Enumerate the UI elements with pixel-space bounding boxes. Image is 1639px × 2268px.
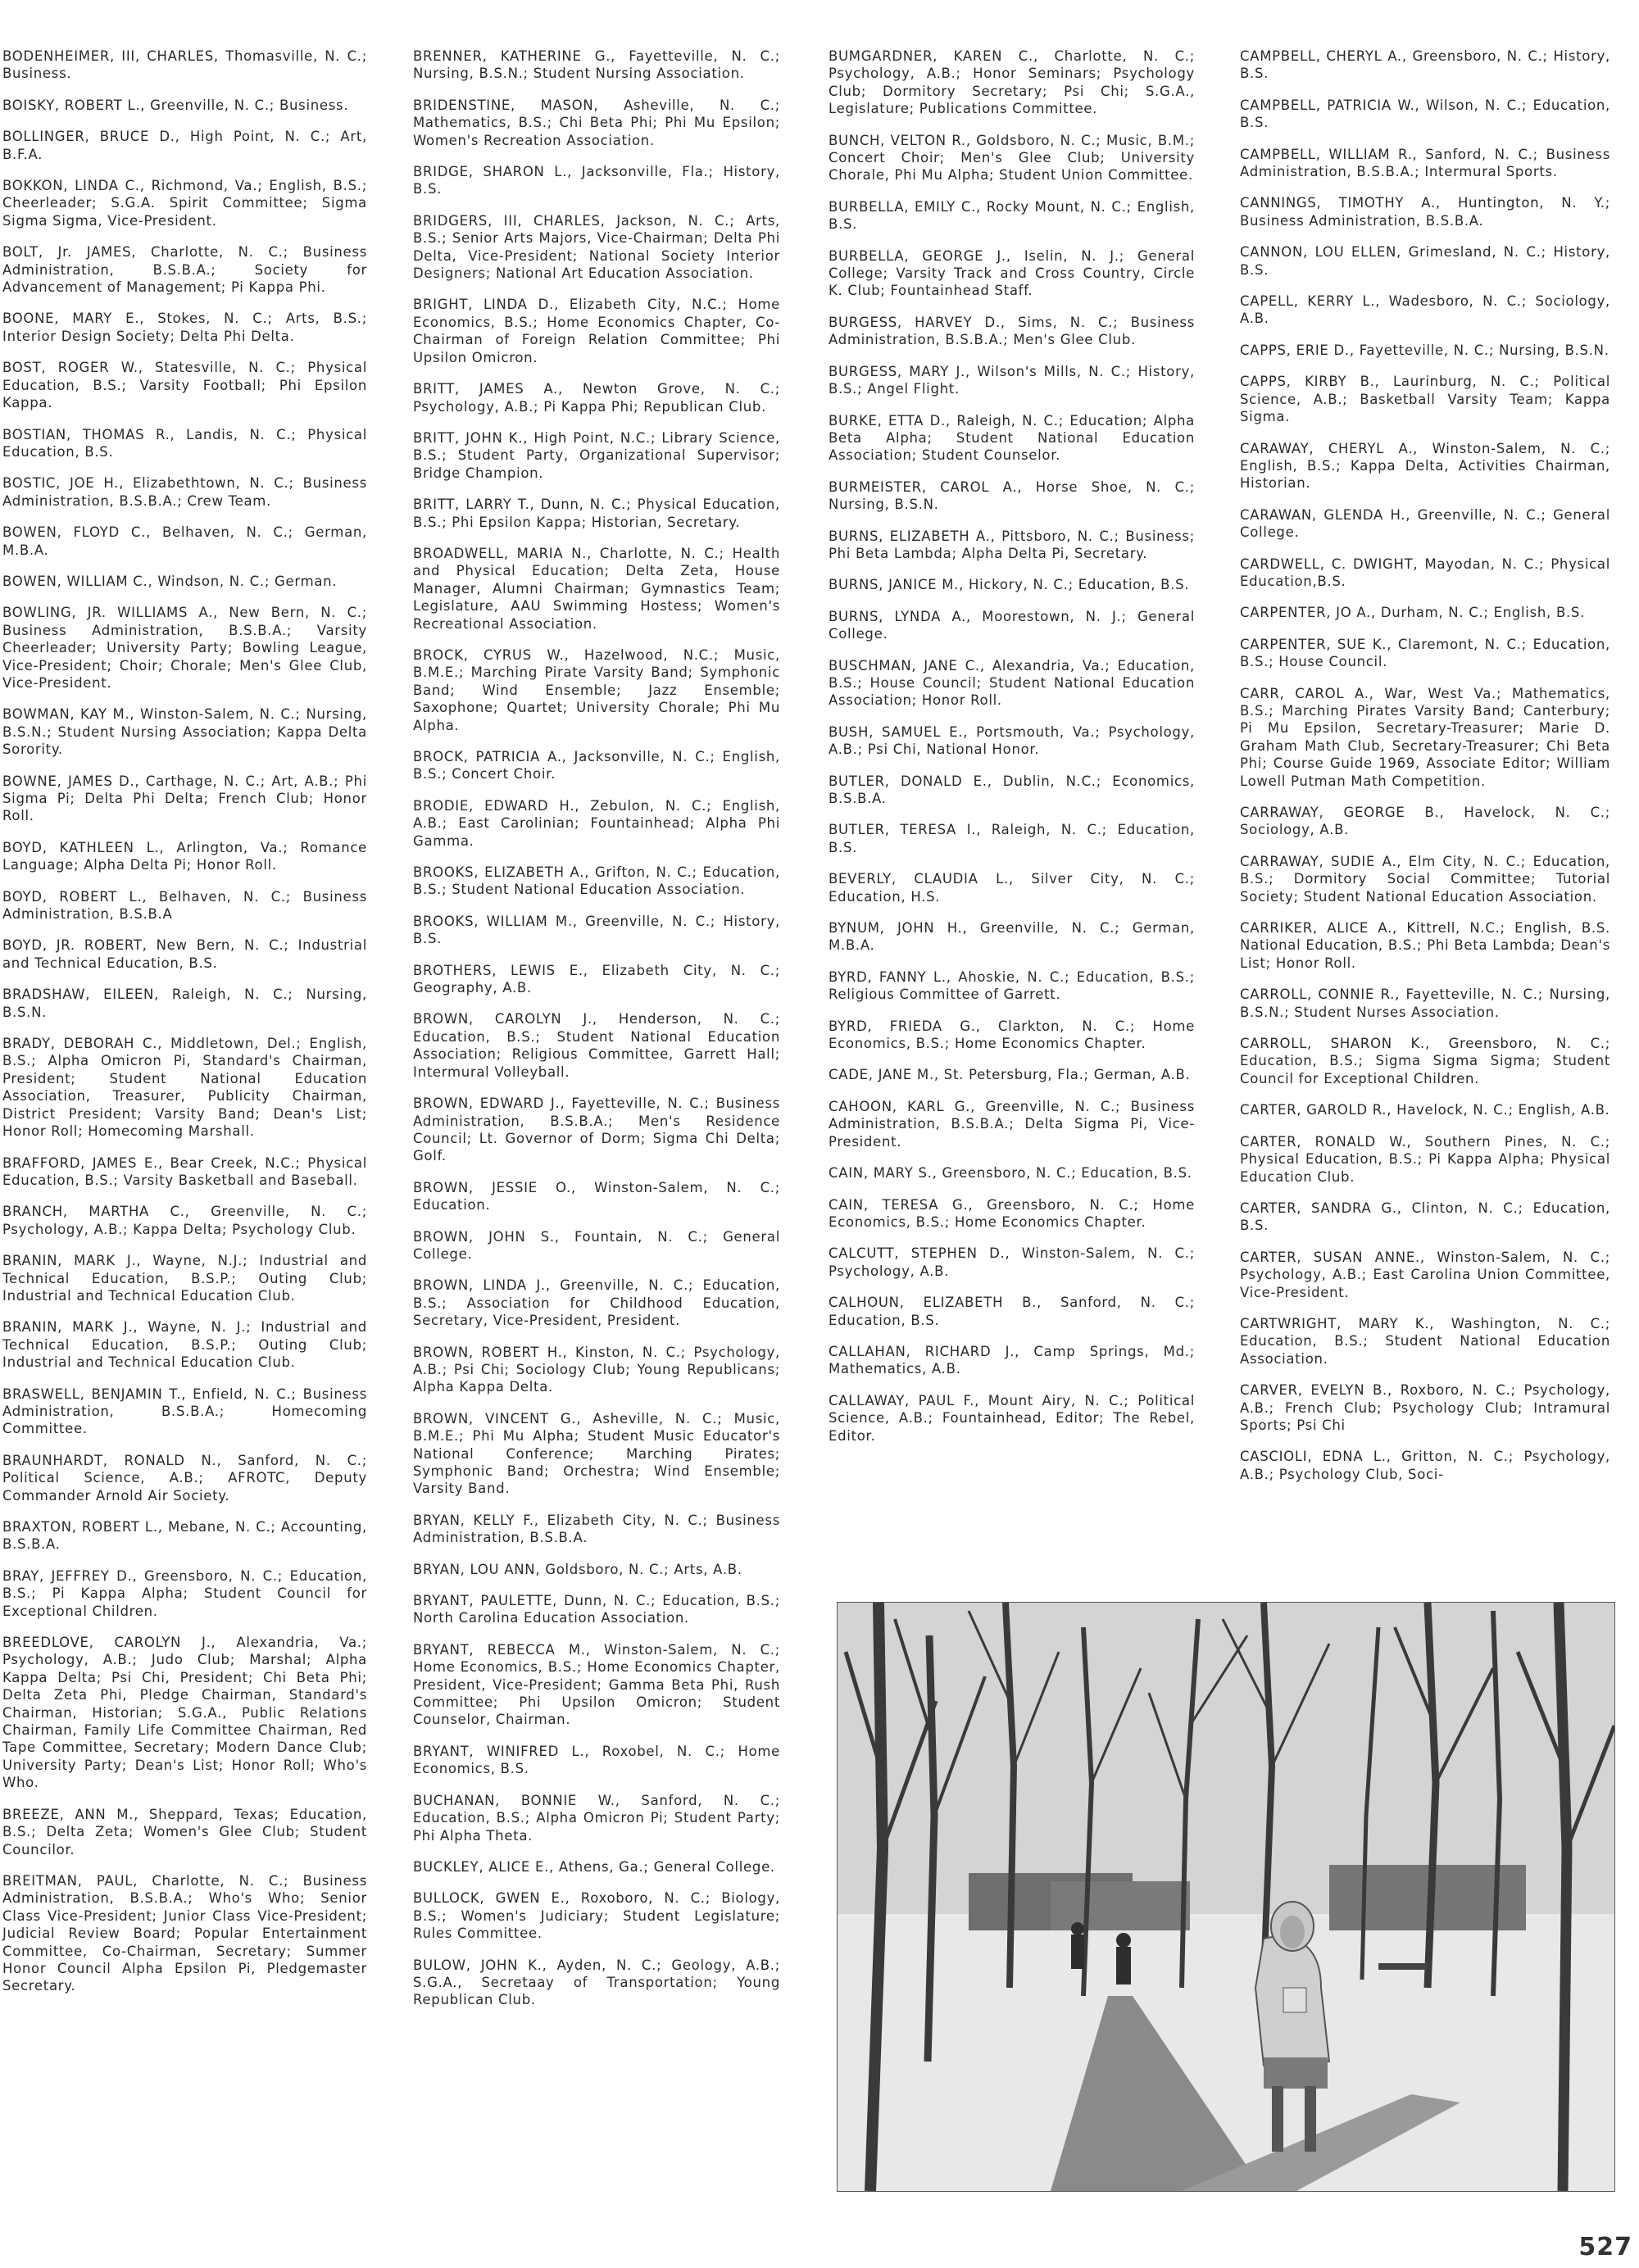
- directory-entry: BURNS, JANICE M., Hickory, N. C.; Education, B.S.: [829, 577, 1190, 593]
- directory-entry: BUMGARDNER, KAREN C., Charlotte, N. C.; Psychology, A.B.; Honor Seminars; Psychology Club; Dormitory Secretary; Psi Chi; S.G.A., Legislature; Publications Committee.: [829, 48, 1195, 117]
- directory-entry: BRITT, JAMES A., Newton Grove, N. C.; Psychology, A.B.; Pi Kappa Phi; Republican Club.: [413, 381, 780, 415]
- directory-entry: BURNS, ELIZABETH A., Pittsboro, N. C.; Business; Phi Beta Lambda; Alpha Delta Pi, Secretary.: [829, 528, 1195, 561]
- directory-entry: BROWN, JESSIE O., Winston-Salem, N. C.; Education.: [413, 1179, 780, 1213]
- directory-entry: BRIDENSTINE, MASON, Asheville, N. C.; Mathematics, B.S.; Chi Beta Phi; Phi Mu Epsilon; Women's Recreation Association.: [413, 97, 780, 148]
- directory-entry: CARTWRIGHT, MARY K., Washington, N. C.; Education, B.S.; Student National Education Association.: [1240, 1315, 1610, 1367]
- directory-entry: CARROLL, CONNIE R., Fayetteville, N. C.; Nursing, B.S.N.; Student Nurses Association.: [1240, 987, 1610, 1020]
- directory-entry: CARRAWAY, SUDIE A., Elm City, N. C.; Education, B.S.; Dormitory Social Committee; Tutorial Society; Student National Education Association.: [1240, 853, 1610, 905]
- directory-entry: BURGESS, HARVEY D., Sims, N. C.; Business Administration, B.S.B.A.; Men's Glee Club.: [829, 314, 1195, 348]
- directory-entry: BRITT, LARRY T., Dunn, N. C.; Physical Education, B.S.; Phi Epsilon Kappa; Historian, Secretary.: [413, 497, 780, 530]
- directory-entry: BOSTIC, JOE H., Elizabethtown, N. C.; Business Administration, B.S.B.A.; Crew Team.: [2, 475, 367, 509]
- photo-building: [1051, 1881, 1190, 1930]
- directory-entry: CAHOON, KARL G., Greenville, N. C.; Business Administration, B.S.B.A.; Delta Sigma Pi, Vice-President.: [829, 1098, 1195, 1150]
- directory-entry: BRENNER, KATHERINE G., Fayetteville, N. C.; Nursing, B.S.N.; Student Nursing Association.: [413, 48, 780, 82]
- directory-entry: BRIDGE, SHARON L., Jacksonville, Fla.; History, B.S.: [413, 164, 780, 197]
- directory-entry: BUCKLEY, ALICE E., Athens, Ga.; General College.: [413, 1858, 775, 1875]
- directory-entry: BRANIN, MARK J., Wayne, N. J.; Industrial and Technical Education, B.S.P.; Outing Club; Industrial and Technical Education Club.: [2, 1319, 367, 1371]
- directory-entry: BRADY, DEBORAH C., Middletown, Del.; English, B.S.; Alpha Omicron Pi, Standard's Chairman, President; Student National Education Association, Treasurer, Publicity Chairman, District President; Varsity Band; Dean's List; Honor Roll; Homecoming Marshall.: [2, 1036, 367, 1140]
- directory-entry: CARPENTER, SUE K., Claremont, N. C.; Education, B.S.; House Council.: [1240, 636, 1610, 670]
- directory-entry: CARVER, EVELYN B., Roxboro, N. C.; Psychology, A.B.; French Club; Psychology Club; Intramural Sports; Psi Chi: [1240, 1382, 1610, 1433]
- directory-entry: BROCK, PATRICIA A., Jacksonville, N. C.; English, B.S.; Concert Choir.: [413, 749, 780, 782]
- directory-entry: CALLAWAY, PAUL F., Mount Airy, N. C.; Political Science, A.B.; Fountainhead, Editor; The Rebel, Editor.: [829, 1392, 1195, 1444]
- directory-entry: BOYD, ROBERT L., Belhaven, N. C.; Business Administration, B.S.B.A: [2, 888, 367, 923]
- directory-entry: CAPPS, ERIE D., Fayetteville, N. C.; Nursing, B.S.N.: [1240, 342, 1609, 358]
- directory-entry: BYNUM, JOHN H., Greenville, N. C.; German, M.B.A.: [829, 920, 1195, 954]
- directory-entry: BYRD, FANNY L., Ahoskie, N. C.; Education, B.S.; Religious Committee of Garrett.: [829, 968, 1195, 1003]
- directory-entry: BRYAN, KELLY F., Elizabeth City, N. C.; Business Administration, B.S.B.A.: [413, 1512, 780, 1546]
- directory-entry: CAMPBELL, CHERYL A., Greensboro, N. C.; History, B.S.: [1240, 48, 1610, 82]
- directory-entry: CAIN, TERESA G., Greensboro, N. C.; Home Economics, B.S.; Home Economics Chapter.: [829, 1196, 1195, 1230]
- directory-entry: CASCIOLI, EDNA L., Gritton, N. C.; Psychology, A.B.; Psychology Club, Soci-: [1240, 1449, 1610, 1482]
- directory-entry: CARTER, SUSAN ANNE., Winston-Salem, N. C.; Psychology, A.B.; East Carolina Union Committee, Vice-President.: [1240, 1249, 1610, 1300]
- directory-entry: CALCUTT, STEPHEN D., Winston-Salem, N. C.; Psychology, A.B.: [829, 1245, 1195, 1279]
- directory-entry: BROWN, CAROLYN J., Henderson, N. C.; Education, B.S.; Student National Education Association; Religious Committee, Garrett Hall; Intermural Volleyball.: [413, 1011, 780, 1080]
- directory-entry: BREEZE, ANN M., Sheppard, Texas; Education, B.S.; Delta Zeta; Women's Glee Club; Student Councilor.: [2, 1806, 367, 1857]
- directory-entry: BEVERLY, CLAUDIA L., Silver City, N. C.; Education, H.S.: [829, 871, 1195, 905]
- directory-entry: BRANCH, MARTHA C., Greenville, N. C.; Psychology, A.B.; Kappa Delta; Psychology Club.: [2, 1204, 367, 1237]
- directory-entry: BRAUNHARDT, RONALD N., Sanford, N. C.; Political Science, A.B.; AFROTC, Deputy Commander Arnold Air Society.: [2, 1452, 367, 1504]
- directory-entry: CALLAHAN, RICHARD J., Camp Springs, Md.; Mathematics, A.B.: [829, 1343, 1195, 1377]
- directory-entry: CARROLL, SHARON K., Greensboro, N. C.; Education, B.S.; Sigma Sigma Sigma; Student Council for Exceptional Children.: [1240, 1036, 1610, 1086]
- directory-entry: BULOW, JOHN K., Ayden, N. C.; Geology, A.B.; S.G.A., Secretaay of Transportation; Young Republican Club.: [413, 1957, 780, 2008]
- directory-entry: BODENHEIMER, III, CHARLES, Thomasville, N. C.; Business.: [2, 48, 367, 82]
- directory-entry: CARRAWAY, GEORGE B., Havelock, N. C.; Sociology, A.B.: [1240, 805, 1610, 838]
- directory-entry: BROOKS, WILLIAM M., Greenville, N. C.; History, B.S.: [413, 913, 780, 947]
- directory-entry: CARTER, SANDRA G., Clinton, N. C.; Education, B.S.: [1240, 1200, 1610, 1234]
- directory-entry: BOWLING, JR. WILLIAMS A., New Bern, N. C.; Business Administration, B.S.B.A.; Varsity Cheerleader; University Party; Bowling League, Vice-President; Choir; Chorale; Men's Glee Club, Vice-President.: [2, 605, 367, 691]
- directory-entry: BREEDLOVE, CAROLYN J., Alexandria, Va.; Psychology, A.B.; Judo Club; Marshal; Alpha Kappa Delta; Psi Chi, President; Chi Beta Phi; Delta Zeta Phi, Pledge Chairman, Standard's Chairman, Historian; S.G.A., Public Relations Chairman, Family Life Committee Chairman, Red Tape Committee, Secretary; Modern Dance Club; University Party; Dean's List; Honor Roll; Who's Who.: [2, 1635, 367, 1791]
- directory-entry: BRAXTON, ROBERT L., Mebane, N. C.; Accounting, B.S.B.A.: [2, 1519, 367, 1553]
- directory-column-1: [2, 48, 367, 1995]
- directory-entry: BRYANT, REBECCA M., Winston-Salem, N. C.; Home Economics, B.S.; Home Economics Chapter, President, Vice-President; Gamma Beta Phi, Rush Committee; Phi Upsilon Omicron; Student Counselor, Chairman.: [413, 1641, 780, 1728]
- directory-entry: BURKE, ETTA D., Raleigh, N. C.; Education; Alpha Beta Alpha; Student National Education Association; Student Counselor.: [829, 412, 1195, 464]
- directory-entry: BOWMAN, KAY M., Winston-Salem, N. C.; Nursing, B.S.N.; Student Nursing Association; Kappa Delta Sorority.: [2, 706, 367, 758]
- directory-entry: BOISKY, ROBERT L., Greenville, N. C.; Business.: [2, 97, 349, 113]
- directory-entry: CARAWAN, GLENDA H., Greenville, N. C.; General College.: [1240, 506, 1610, 541]
- directory-entry: CADE, JANE M., St. Petersburg, Fla.; German, A.B.: [829, 1067, 1191, 1083]
- directory-entry: BROADWELL, MARIA N., Charlotte, N. C.; Health and Physical Education; Delta Zeta, House Manager, Alumni Chairman; Gymnastics Team; Legislature, AAU Swimming Hostess; Women's Recreational Association.: [413, 545, 780, 632]
- directory-entry: CAPPS, KIRBY B., Laurinburg, N. C.; Political Science, A.B.; Basketball Varsity Team; Kappa Sigma.: [1240, 374, 1610, 425]
- directory-entry: BRAFFORD, JAMES E., Bear Creek, N.C.; Physical Education, B.S.; Varsity Basketball and Baseball.: [2, 1154, 367, 1188]
- directory-column-3: [829, 48, 1195, 1445]
- directory-entry: BURBELLA, EMILY C., Rocky Mount, N. C.; English, B.S.: [829, 198, 1195, 233]
- directory-entry: BRYANT, PAULETTE, Dunn, N. C.; Education, B.S.; North Carolina Education Association.: [413, 1593, 780, 1626]
- directory-entry: BRANIN, MARK J., Wayne, N.J.; Industrial and Technical Education, B.S.P.; Outing Club; Industrial and Technical Education Club.: [2, 1253, 367, 1304]
- directory-entry: BUSCHMAN, JANE C., Alexandria, Va.; Education, B.S.; House Council; Student National Education Association; Honor Roll.: [829, 657, 1195, 709]
- directory-entry: CAMPBELL, WILLIAM R., Sanford, N. C.; Business Administration, B.S.B.A.; Intermural Sports.: [1240, 146, 1610, 180]
- directory-entry: BOKKON, LINDA C., Richmond, Va.; English, B.S.; Cheerleader; S.G.A. Spirit Committee; Sigma Sigma Sigma, Vice-President.: [2, 178, 367, 229]
- campus-snow-photo: [837, 1602, 1615, 2192]
- directory-entry: BOLT, Jr. JAMES, Charlotte, N. C.; Business Administration, B.S.B.A.; Society for Advancement of Management; Pi Kappa Phi.: [2, 244, 367, 296]
- directory-entry: BOWEN, WILLIAM C., Windson, N. C.; German.: [2, 573, 338, 589]
- directory-entry: BUCHANAN, BONNIE W., Sanford, N. C.; Education, B.S.; Alpha Omicron Pi; Student Party; Phi Alpha Theta.: [413, 1792, 780, 1844]
- directory-column-4: [1240, 48, 1610, 1483]
- directory-entry: BOST, ROGER W., Statesville, N. C.; Physical Education, B.S.; Varsity Football; Phi Epsilon Kappa.: [2, 360, 367, 411]
- directory-entry: CALHOUN, ELIZABETH B., Sanford, N. C.; Education, B.S.: [829, 1295, 1195, 1328]
- directory-entry: BUTLER, TERESA I., Raleigh, N. C.; Education, B.S.: [829, 822, 1195, 855]
- directory-entry: BUNCH, VELTON R., Goldsboro, N. C.; Music, B.M.; Concert Choir; Men's Glee Club; University Chorale, Phi Mu Alpha; Student Union Committee.: [829, 132, 1195, 184]
- directory-entry: BRYANT, WINIFRED L., Roxobel, N. C.; Home Economics, B.S.: [413, 1743, 780, 1777]
- directory-entry: BROCK, CYRUS W., Hazelwood, N.C.; Music, B.M.E.; Marching Pirate Varsity Band; Symphonic Band; Wind Ensemble; Jazz Ensemble; Saxophone; Quartet; University Chorale; Phi Mu Alpha.: [413, 646, 780, 733]
- directory-entry: BULLOCK, GWEN E., Roxoboro, N. C.; Biology, B.S.; Women's Judiciary; Student Legislature; Rules Committee.: [413, 1890, 780, 1942]
- directory-entry: BURMEISTER, CAROL A., Horse Shoe, N. C.; Nursing, B.S.N.: [829, 479, 1195, 513]
- directory-entry: CARTER, RONALD W., Southern Pines, N. C.; Physical Education, B.S.; Pi Kappa Alpha; Physical Education Club.: [1240, 1133, 1610, 1185]
- directory-entry: CARTER, GAROLD R., Havelock, N. C.; English, A.B.: [1240, 1102, 1610, 1118]
- directory-entry: BROOKS, ELIZABETH A., Grifton, N. C.; Education, B.S.; Student National Education Association.: [413, 864, 780, 898]
- directory-entry: BOYD, JR. ROBERT, New Bern, N. C.; Industrial and Technical Education, B.S.: [2, 937, 367, 971]
- directory-entry: BRIGHT, LINDA D., Elizabeth City, N.C.; Home Economics, B.S.; Home Economics Chapter, Co-Chairman of Foreign Relation Committee; Phi Upsilon Omicron.: [413, 297, 780, 365]
- directory-entry: CAPELL, KERRY L., Wadesboro, N. C.; Sociology, A.B.: [1240, 293, 1610, 327]
- directory-entry: CANNINGS, TIMOTHY A., Huntington, N. Y.; Business Administration, B.S.B.A.: [1240, 195, 1610, 229]
- directory-entry: BREITMAN, PAUL, Charlotte, N. C.; Business Administration, B.S.B.A.; Who's Who; Senior Class Vice-President; Junior Class Vice-President; Judicial Review Board; Popular Entertainment Committee, Co-Chairman, Secretary; Summer Honor Council Alpha Epsilon Pi, Pledgemaster Secretary.: [2, 1872, 367, 1994]
- photo-bench: [1378, 1963, 1428, 1970]
- directory-entry: BRODIE, EDWARD H., Zebulon, N. C.; English, A.B.; East Carolinian; Fountainhead; Alpha Phi Gamma.: [413, 797, 780, 849]
- directory-entry: CARR, CAROL A., War, West Va.; Mathematics, B.S.; Marching Pirates Varsity Band; Canterbury; Pi Mu Epsilon, Secretary-Treasurer; Marie D. Graham Math Club, Secretary-Treasurer; Chi Beta Phi; Course Guide 1969, Associate Editor; William Lowell Putman Math Competition.: [1240, 685, 1610, 789]
- directory-entry: BROWN, ROBERT H., Kinston, N. C.; Psychology, A.B.; Psi Chi; Sociology Club; Young Republicans; Alpha Kappa Delta.: [413, 1344, 780, 1395]
- directory-entry: BROWN, JOHN S., Fountain, N. C.; General College.: [413, 1228, 780, 1262]
- directory-entry: BOYD, KATHLEEN L., Arlington, Va.; Romance Language; Alpha Delta Pi; Honor Roll.: [2, 839, 367, 873]
- directory-entry: BRASWELL, BENJAMIN T., Enfield, N. C.; Business Administration, B.S.B.A.; Homecoming Committee.: [2, 1386, 367, 1437]
- directory-entry: BUTLER, DONALD E., Dublin, N.C.; Economics, B.S.B.A.: [829, 773, 1195, 806]
- directory-entry: BOWEN, FLOYD C., Belhaven, N. C.; German, M.B.A.: [2, 524, 367, 558]
- directory-entry: BROTHERS, LEWIS E., Elizabeth City, N. C.; Geography, A.B.: [413, 962, 780, 996]
- directory-entry: BOLLINGER, BRUCE D., High Point, N. C.; Art, B.F.A.: [2, 129, 367, 162]
- directory-entry: CAMPBELL, PATRICIA W., Wilson, N. C.; Education, B.S.: [1240, 97, 1610, 131]
- directory-entry: BROWN, LINDA J., Greenville, N. C.; Education, B.S.; Association for Childhood Education, Secretary, Vice-President, President.: [413, 1277, 780, 1329]
- page-number: 527: [1578, 2233, 1632, 2261]
- directory-entry: CARRIKER, ALICE A., Kittrell, N.C.; English, B.S. National Education, B.S.; Phi Beta Lambda; Dean's List; Honor Roll.: [1240, 920, 1610, 971]
- directory-entry: BURGESS, MARY J., Wilson's Mills, N. C.; History, B.S.; Angel Flight.: [829, 363, 1195, 397]
- directory-entry: CARAWAY, CHERYL A., Winston-Salem, N. C.; English, B.S.; Kappa Delta, Activities Chairman, Historian.: [1240, 440, 1610, 492]
- directory-entry: BYRD, FRIEDA G., Clarkton, N. C.; Home Economics, B.S.; Home Economics Chapter.: [829, 1018, 1195, 1052]
- directory-entry: CARDWELL, C. DWIGHT, Mayodan, N. C.; Physical Education,B.S.: [1240, 556, 1610, 589]
- directory-entry: BRAY, JEFFREY D., Greensboro, N. C.; Education, B.S.; Pi Kappa Alpha; Student Council for Exceptional Children.: [2, 1567, 367, 1619]
- directory-entry: CAIN, MARY S., Greensboro, N. C.; Education, B.S.: [829, 1165, 1192, 1182]
- directory-entry: BOONE, MARY E., Stokes, N. C.; Arts, B.S.; Interior Design Society; Delta Phi Delta.: [2, 311, 367, 344]
- directory-entry: BRIDGERS, III, CHARLES, Jackson, N. C.; Arts, B.S.; Senior Arts Majors, Vice-Chairman; Delta Phi Delta, Vice-President; National Society Interior Designers; National Art Education Association.: [413, 212, 780, 282]
- directory-entry: BUSH, SAMUEL E., Portsmouth, Va.; Psychology, A.B.; Psi Chi, National Honor.: [829, 723, 1195, 758]
- directory-entry: BOWNE, JAMES D., Carthage, N. C.; Art, A.B.; Phi Sigma Pi; Delta Phi Delta; French Club; Honor Roll.: [2, 773, 367, 824]
- directory-entry: BRYAN, LOU ANN, Goldsboro, N. C.; Arts, A.B.: [413, 1561, 742, 1577]
- directory-entry: BURNS, LYNDA A., Moorestown, N. J.; General College.: [829, 608, 1195, 642]
- directory-entry: BRITT, JOHN K., High Point, N.C.; Library Science, B.S.; Student Party, Organizational Supervisor; Bridge Champion.: [413, 429, 780, 481]
- directory-entry: CARPENTER, JO A., Durham, N. C.; English, B.S.: [1240, 605, 1586, 621]
- directory-entry: BRADSHAW, EILEEN, Raleigh, N. C.; Nursing, B.S.N.: [2, 987, 367, 1020]
- directory-column-2: [413, 48, 780, 2009]
- directory-entry: BOSTIAN, THOMAS R., Landis, N. C.; Physical Education, B.S.: [2, 426, 367, 460]
- directory-entry: BURBELLA, GEORGE J., Iselin, N. J.; General College; Varsity Track and Cross Country, Circle K. Club; Fountainhead Staff.: [829, 247, 1195, 299]
- campus-snow-scene: [838, 1603, 1614, 2191]
- directory-entry: BROWN, EDWARD J., Fayetteville, N. C.; Business Administration, B.S.B.A.; Men's Residence Council; Lt. Governor of Dorm; Sigma Chi Delta; Golf.: [413, 1095, 780, 1164]
- directory-entry: BROWN, VINCENT G., Asheville, N. C.; Music, B.M.E.; Phi Mu Alpha; Student Music Educator's National Conference; Marching Pirates; Symphonic Band; Orchestra; Wind Ensemble; Varsity Band.: [413, 1410, 780, 1497]
- directory-entry: CANNON, LOU ELLEN, Grimesland, N. C.; History, B.S.: [1240, 244, 1610, 278]
